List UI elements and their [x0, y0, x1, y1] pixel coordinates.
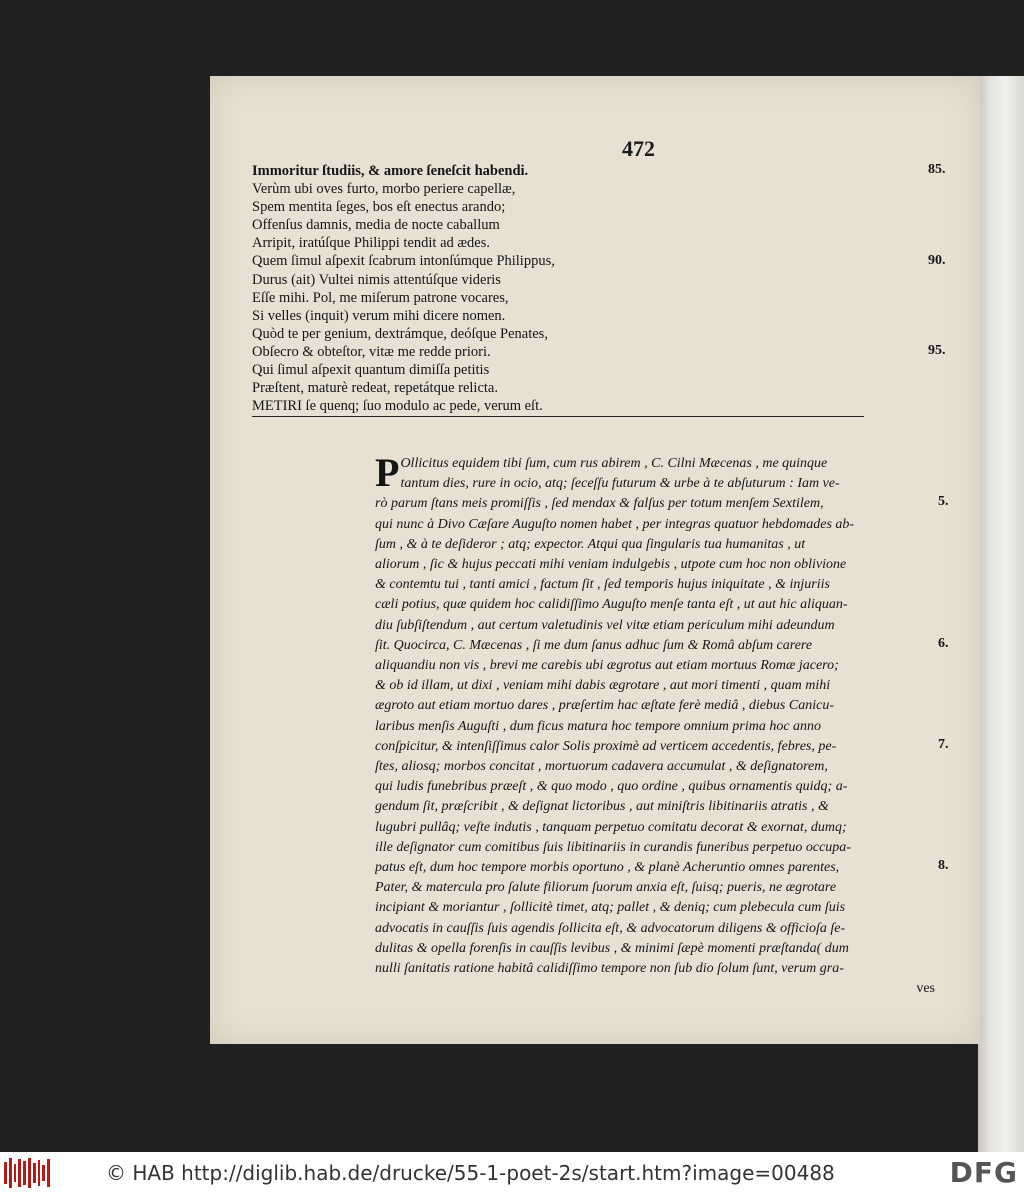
verse-number: 85.: [928, 162, 946, 177]
prose-line: laribus menſis Auguſti , dum ficus matura hoc tempore omnium prima hoc anno: [375, 718, 822, 734]
prose-line: ſtes, aliosq; morbos concitat , mortuorum cadavera accumulat , & deſignatorem,: [375, 759, 828, 775]
dfg-logo-icon[interactable]: DFG: [949, 1156, 1018, 1189]
verse-line: Si velles (inquit) verum mihi dicere nomen.: [252, 307, 506, 324]
prose-line: Ollicitus equidem tibi ſum, cum rus abirem , C. Cilni Mæcenas , me quinque: [400, 456, 828, 471]
verse-line: Obſecro & obteſtor, vitæ me redde priori.: [252, 343, 491, 360]
prose-line: rò parum ſtans meis promiſſis , ſed mendax & falſus per totum menſem Sextilem,: [375, 496, 824, 512]
prose-line: patus eſt, dum hoc tempore morbis oportuno , & planè Acheruntio omnes parentes,: [375, 860, 840, 876]
verse-line: Eſſe mihi. Pol, me miſerum patrone vocares,: [252, 289, 509, 306]
verse-line: Immoritur ſtudiis, & amore ſeneſcit habendi.: [252, 163, 529, 179]
prose-line: conſpicitur, & intenſiſſimus calor Solis proximè ad verticem accedentis, febres, pe-: [375, 738, 837, 754]
prose-line: qui nunc à Divo Cæſare Auguſto nomen habet , per integras quatuor hebdomades ab-: [375, 516, 855, 532]
prose-block: [375, 450, 935, 999]
prose-line: gendum ſit, præſcribit , & deſignat lictoribus , aut miniſtris libitinariis atratis , &: [375, 799, 829, 815]
prose-line: diu ſubſiſtendum , aut certum valetudinis vel vitæ etiam periculum mihi adeundum: [375, 617, 835, 633]
prose-line: qui ludis funebribus præeſt , & quo modo , quo ordine , quibus ornamentis quidq; a-: [375, 779, 848, 795]
margin-number: 7.: [938, 736, 949, 752]
catchword: ves: [916, 981, 935, 997]
prose-line: cæli potius, quæ quidem hoc calidiſſimo Auguſto menſe tanta eſt , ut aut hic aliquan-: [375, 597, 848, 613]
verse-number: 90.: [928, 252, 946, 268]
hab-logo-icon[interactable]: [4, 1158, 50, 1188]
verse-line: Durus (ait) Vultei nimis attentúſque videris: [252, 271, 501, 288]
margin-number: 8.: [938, 858, 949, 873]
viewer-footer: [0, 1152, 1024, 1193]
prose-line: ſum , & à te deſideror ; atq; expector. Atqui qua ſingularis tua humanitas , ut: [375, 536, 806, 552]
margin-number: 6.: [938, 635, 949, 651]
verse-line: Spem mentita ſeges, bos eſt enectus arando;: [252, 199, 506, 216]
margin-number: 5.: [938, 494, 949, 510]
prose-line: nulli ſanitatis ratione habitâ calidiſſimo tempore non ſub dio ſolum ſunt, verum gra-: [375, 961, 844, 977]
prose-line: incipiant & moriantur , ſollicitè timet, atq; pallet , & deniq; cum plebecula cum ſuis: [375, 900, 846, 916]
prose-line: dulitas & opella forenſis in cauſſis levibus , & minimi ſæpè momenti præſtanda( dum: [375, 940, 849, 956]
prose-line: Pater, & matercula pro ſalute filiorum ſuorum anxia eſt, ſuisq; pueris, ne ægrotare: [375, 880, 837, 896]
facing-page-edge: [978, 76, 1024, 1152]
verse-number: 95.: [928, 343, 946, 358]
verse-line: METIRI ſe quenq; ſuo modulo ac pede, verum eſt.: [252, 397, 864, 417]
prose-line: ille deſignator cum comitibus ſuis libitinariis in curandis funeribus perpetuo occupa-: [375, 839, 851, 855]
prose-line: & contemtu tui , tanti amici , factum ſit , ſed temporis hujus iniquitate , & injuriis: [375, 577, 830, 593]
verse-line: Præſtent, maturè redeat, repetátque relicta.: [252, 380, 498, 397]
prose-line: aliquandiu non vis , brevi me carebis ubi ægrotus aut etiam mortuus Romæ jacero;: [375, 658, 839, 674]
prose-line: advocatis in cauſſis ſuis agendis ſollicita eſt, & advocatorum diligens & officioſa ſe-: [375, 920, 846, 936]
verse-line: Verùm ubi oves furto, morbo periere capellæ,: [252, 181, 516, 198]
verse-line: Arripit, iratúſque Philippi tendit ad ædes.: [252, 235, 491, 252]
prose-line: tantum dies, rure in ocio, atq; ſeceſſu futurum & urbe à te abſuturum : Iam ve-: [400, 476, 840, 492]
copyright-link[interactable]: © HAB http://diglib.hab.de/drucke/55-1-poet-2s/start.htm?image=00488: [106, 1160, 835, 1185]
verse-line: Qui ſimul aſpexit quantum dimiſſa petitis: [252, 362, 490, 379]
drop-cap: P: [375, 450, 400, 495]
verse-block: [252, 162, 852, 417]
prose-line: aliorum , ſic & hujus peccati mihi veniam indulgebis , utpote cum hoc non oblivione: [375, 557, 847, 573]
prose-line: ægroto aut etiam mortuo dares , præſertim hac æſtate ferè mediâ , diebus Canicu-: [375, 698, 834, 714]
page-number: 472: [622, 136, 655, 161]
verse-line: Quòd te per genium, dextrámque, deóſque Penates,: [252, 325, 548, 342]
verse-line: Offenſus damnis, media de nocte caballum: [252, 217, 500, 234]
prose-line: & ob id illam, ut dixi , veniam mihi dabis ægrotare , aut mori timenti , quam mihi: [375, 678, 831, 694]
prose-line: lugubri pullâq; veſte indutis , tanquam perpetuo comitatu decorat & exornat, dumq;: [375, 819, 847, 835]
prose-line: ſit. Quocirca, C. Mæcenas , ſi me dum ſanus adhuc ſum & Româ abſum carere: [375, 637, 813, 653]
verse-line: Quem ſimul aſpexit ſcabrum intonſúmque Philippus,: [252, 253, 555, 270]
